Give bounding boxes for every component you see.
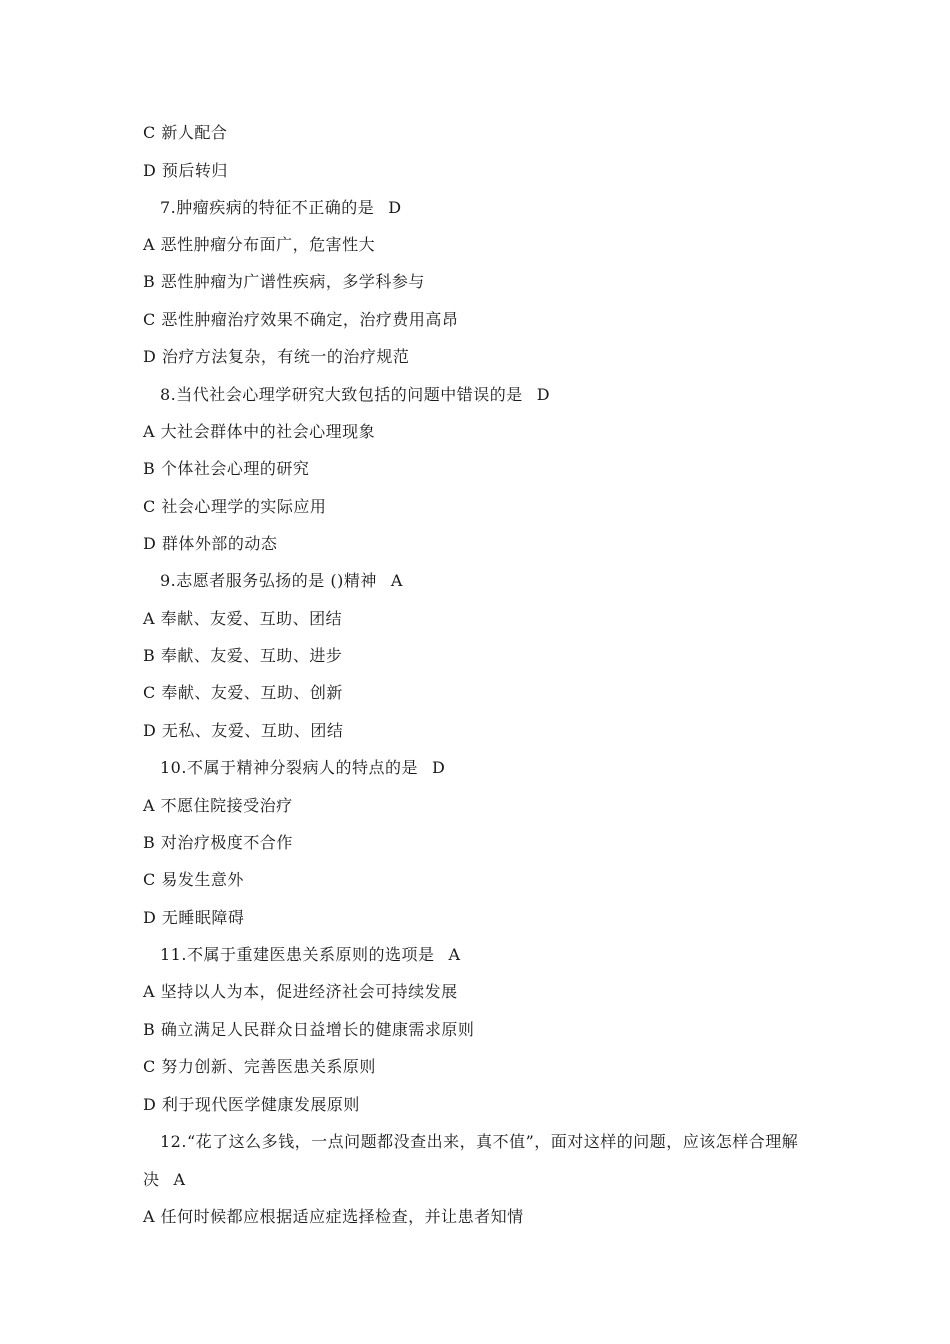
option-text: D 治疗方法复杂，有统一的治疗规范 [143,347,410,366]
question-continuation-line [143,1170,186,1190]
option-text: B 恶性肿瘤为广谱性疾病，多学科参与 [143,272,425,291]
option-line [143,609,342,629]
option-text: D 无私、友爱、互助、团结 [143,721,344,740]
option-text: A 不愿住院接受治疗 [143,796,293,815]
answer-letter: A [390,571,403,590]
question-text: 7.肿瘤疾病的特征不正确的是 [160,198,375,217]
option-text: B 个体社会心理的研究 [143,459,310,478]
option-text: A 奉献、友爱、互助、团结 [143,609,343,628]
option-line [143,422,375,442]
option-text: D 利于现代医学健康发展原则 [143,1095,360,1114]
question-text: 12.“花了这么多钱，一点问题都没查出来，真不值”，面对这样的问题，应该怎样合理解 [160,1132,799,1151]
question-text: 8.当代社会心理学研究大致包括的问题中错误的是 [160,385,523,404]
option-text: C 恶性肿瘤治疗效果不确定，治疗费用高昂 [143,310,459,329]
question-line [160,571,403,591]
question-text: 决 [143,1170,160,1189]
option-line [143,1207,524,1227]
option-text: C 奉献、友爱、互助、创新 [143,683,343,702]
option-text: C 努力创新、完善医患关系原则 [143,1057,376,1076]
option-line [143,796,293,816]
question-line [160,385,550,405]
option-line [143,721,343,741]
option-text: A 大社会群体中的社会心理现象 [143,422,376,441]
option-text: B 奉献、友爱、互助、进步 [143,646,343,665]
option-text: C 社会心理学的实际应用 [143,497,327,516]
option-line [143,235,375,255]
question-text: 10.不属于精神分裂病人的特点的是 [160,758,418,777]
answer-letter: A [173,1170,186,1189]
option-line [143,497,326,517]
question-line [160,1132,798,1152]
option-line [143,534,277,554]
option-line [143,683,343,703]
answer-letter: A [448,945,461,964]
option-line [143,347,409,367]
question-text: 9.志愿者服务弘扬的是 ()精神 [160,571,377,590]
option-text: B 确立满足人民群众日益增长的健康需求原则 [143,1020,475,1039]
option-line [143,982,458,1002]
question-line [160,945,461,965]
option-text: C 易发生意外 [143,870,244,889]
option-line [143,646,342,666]
option-text: D 预后转归 [143,161,228,180]
option-line [143,310,458,330]
option-line [143,870,244,890]
option-text: A 恶性肿瘤分布面广，危害性大 [143,235,376,254]
answer-letter: D [388,198,402,217]
option-text: B 对治疗极度不合作 [143,833,293,852]
option-text: A 任何时候都应根据适应症选择检查，并让患者知情 [143,1207,524,1226]
option-line [143,272,425,292]
option-line [143,1057,376,1077]
option-line [143,1020,474,1040]
option-text: C 新人配合 [143,123,228,142]
question-text: 11.不属于重建医患关系原则的选项是 [160,945,435,964]
option-line [143,908,244,928]
option-text: D 群体外部的动态 [143,534,278,553]
option-line [143,1095,360,1115]
option-text: D 无睡眠障碍 [143,908,245,927]
option-line [143,161,228,181]
option-text: A 坚持以人为本，促进经济社会可持续发展 [143,982,458,1001]
question-line [160,758,445,778]
option-line [143,459,309,479]
option-line [143,123,227,143]
answer-letter: D [431,758,446,777]
question-line [160,198,402,218]
option-line [143,833,293,853]
answer-letter: D [536,385,551,404]
